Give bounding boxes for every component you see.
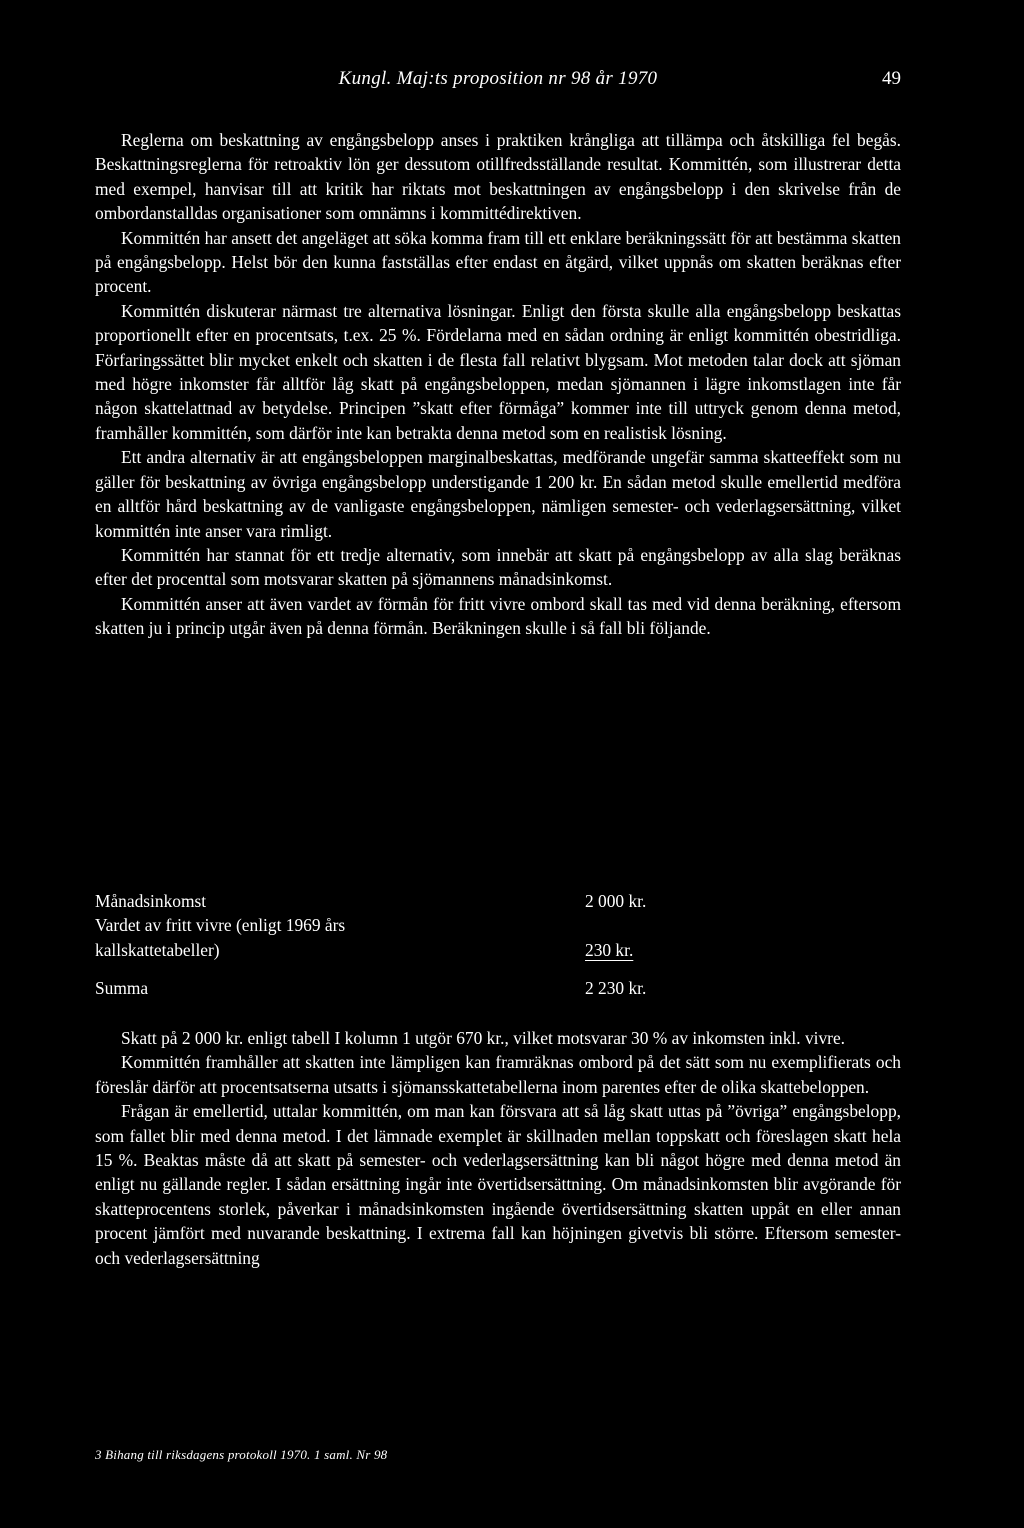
page-footer: 3 Bihang till riksdagens protokoll 1970. 1 saml. Nr 98 (95, 1447, 388, 1462)
calc-label-line: Vardet av fritt vivre (enligt 1969 års (95, 915, 346, 936)
paragraph: Ett andra alternativ är att engångsbeloppen marginalbeskattas, medförande ungefär samma skatteeffekt som nu gäller för beskattning av övriga engångsbelopp understigande 1 200 kr. En sådan metod skulle emellertid medföra en alltför hård beskattning av de vanligaste engångsbeloppen, nämligen semester- och vederlagsersättning, vilket kommittén inte anser vara rimligt. (95, 447, 901, 541)
calc-value: 2 230 kr. (585, 978, 647, 999)
paragraph: Kommittén diskuterar närmast tre alternativa lösningar. Enligt den första skulle alla engångsbelopp beskattas proportionellt efter en procentsats, t.ex. 25 %. Fördelarna med en sådan ordning är enligt kommittén obestridliga. Förfaringssättet blir mycket enkelt och skatten i de flesta fall relativt blygsam. Mot metoden talar dock att sjöman med högre inkomster får alltför låg skatt på engångsbeloppen, medan sjömannen i lägre inkomstlagen inte får någon skattelattnad av betydelse. Principen ”skatt efter förmåga” kommer inte till uttryck genom denna metod, framhåller kommittén, som därför inte kan betrakta denna metod som en realistisk lösning. (95, 300, 901, 443)
calc-value-underlined: 230 kr. (585, 939, 634, 960)
body-text-top (95, 128, 901, 641)
calc-label (95, 913, 495, 962)
paragraph: Reglerna om beskattning av engångsbelopp anses i praktiken krångliga att tillämpa och åtskilliga fel begås. Beskattningsreglerna för retroaktiv lön ger dessutom otillfredsställande resultat. Kommittén, som illustrerar detta med exempel, hanvisar till att kritik har riktats mot beskattningen av engångsbelopp i den skrivelse från de ombordanstalldas organisationer som omnämns i kommittédirektiven. (95, 130, 901, 224)
calc-value (585, 938, 715, 962)
calc-label: Månadsinkomst (95, 891, 207, 911)
calc-row-income (95, 889, 715, 913)
paragraph: Kommittén framhåller att skatten inte lämpligen kan framräknas ombord på det sätt som nu exemplifierats och föreslår därför att procentsatserna utsatts i sjömansskattetabellerna inom parentes efter de olika skattebeloppen. (95, 1052, 901, 1097)
calc-value: 2 000 kr. (585, 891, 647, 911)
page-number: 49 (882, 68, 901, 89)
calculation-table (95, 889, 715, 1001)
calc-row-vivre (95, 913, 715, 962)
calc-label-line: kallskattetabeller) (95, 939, 220, 960)
paragraph: Frågan är emellertid, uttalar kommittén, om man kan försvara att så låg skatt uttas på ”övriga” engångsbelopp, som fallet blir med denna metod. I det lämnade exemplet är skillnaden mellan toppskatt och föreslagen skatt hela 15 %. Beaktas måste då att skatt på semester- och vederlagsersättning kan bli något högre med denna metod än enligt nu gällande regler. I sådan ersättning ingår inte övertidsersättning. Om månadsinkomsten blir avgörande för skatteprocentens storlek, påverkar i månadsinkomsten ingående övertidsersättning skatten uppåt en eller annan procent jämfört med nuvarande beskattning. I extrema fall kan höjningen givetvis bli större. Eftersom semester- och vederlagsersättning (95, 1101, 901, 1268)
page-header (95, 68, 901, 96)
calc-label: Summa (95, 978, 149, 999)
calc-row-sum (95, 976, 715, 1000)
paragraph: Kommittén anser att även vardet av förmån för fritt vivre ombord skall tas med vid denna beräkning, eftersom skatten ju i princip utgår även på denna förmån. Beräkningen skulle i så fall bli följande. (95, 593, 901, 639)
document-title: Kungl. Maj:ts proposition nr 98 år 1970 (338, 68, 658, 89)
paragraph: Kommittén har stannat för ett tredje alternativ, som innebär att skatt på engångsbelopp av alla slag beräknas efter det procenttal som motsvarar skatten på sjömannens månadsinkomst. (95, 544, 901, 590)
paragraph: Kommittén har ansett det angeläget att söka komma fram till ett enklare beräkningssätt för att bestämma skatten på engångsbelopp. Helst bör den kunna fastställas efter endast en åtgärd, vilket uppnås om skatten beräknas efter procent. (95, 227, 901, 297)
body-text-bottom (95, 1026, 901, 1270)
paragraph: Skatt på 2 000 kr. enligt tabell I kolumn 1 utgör 670 kr., vilket motsvarar 30 % av inkomsten inkl. vivre. (121, 1028, 846, 1048)
